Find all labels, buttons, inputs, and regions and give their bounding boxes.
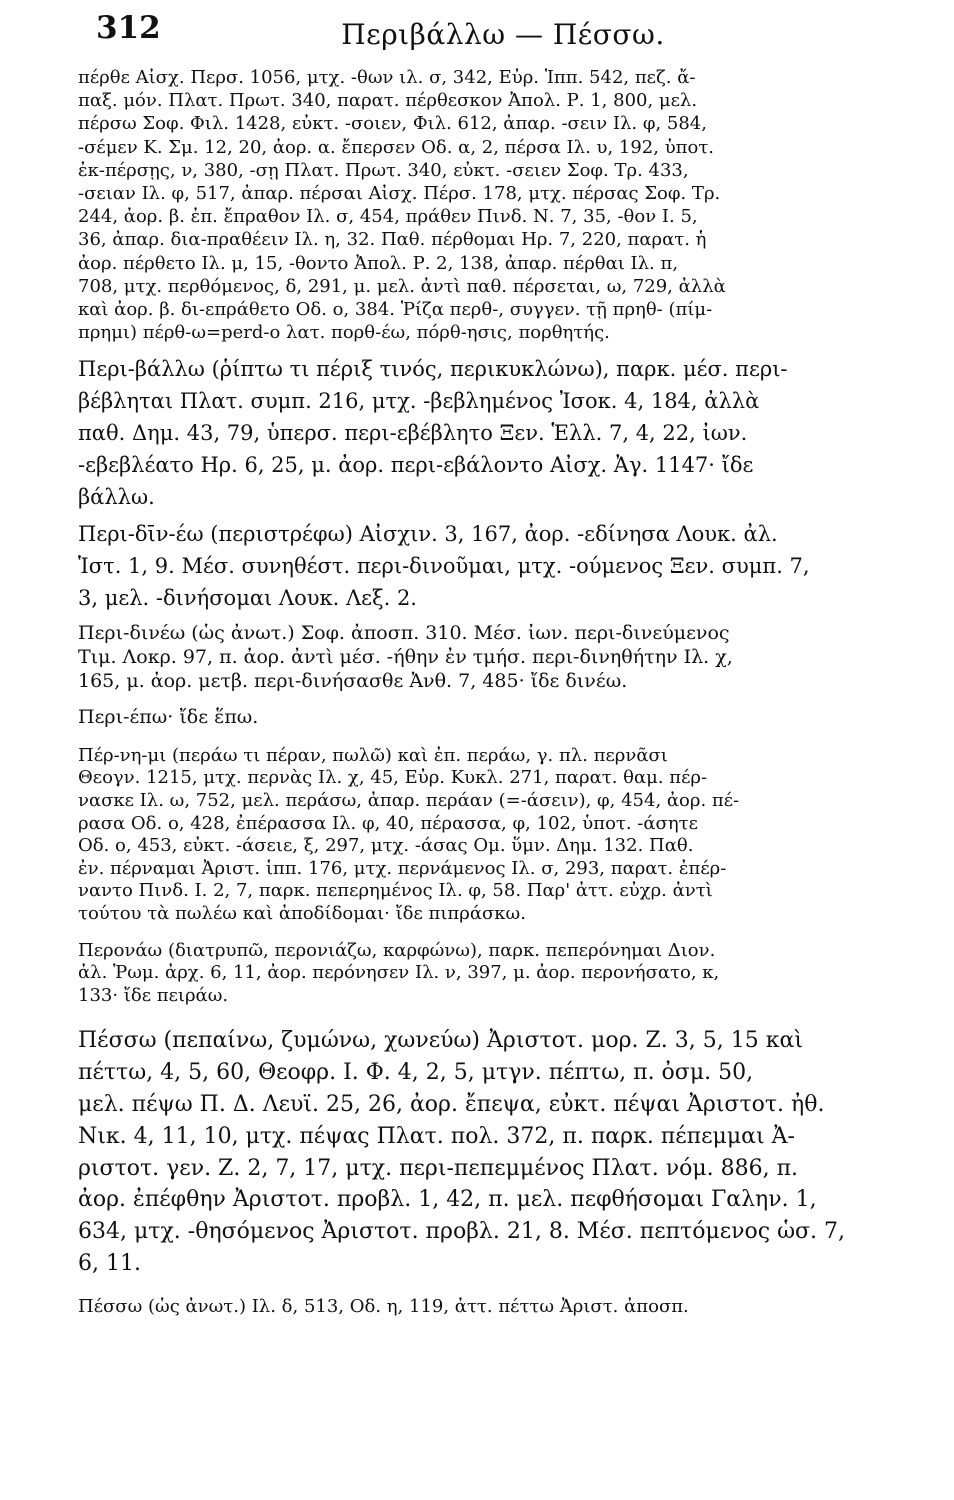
page-header bbox=[78, 0, 868, 80]
entry-line: ρασα Οδ. ο, 428, ἐπέρασσα Ιλ. φ, 40, πέρασσα, φ, 102, ὑποτ. -άσητε bbox=[78, 812, 698, 834]
entry-line: παθ. Δημ. 43, 79, ὑπερσ. περι-εβέβλητο Ξεν. Ἑλλ. 7, 4, 22, ἰων. bbox=[78, 421, 748, 446]
entry-line: Νικ. 4, 11, 10, μτχ. πέψας Πλατ. πολ. 372, π. παρκ. πέπεμμαι Ἀ- bbox=[78, 1123, 795, 1149]
entry-headword-line: Περι-δῑν-έω (περιστρέφω) Αἰσχιν. 3, 167, ἀορ. -εδίνησα Λουκ. ἀλ. bbox=[78, 522, 778, 547]
entry-line: καὶ ἀορ. β. δι-επράθετο Οδ. ο, 384. Ῥίζα περθ-, συγγεν. τῇ πρηθ- (πίμ- bbox=[78, 299, 713, 321]
entry-line: 6, 11. bbox=[78, 1250, 141, 1276]
entry-peribállō bbox=[78, 354, 868, 513]
entry-line: τούτου τὰ πωλέω καὶ ἀποδίδομαι· ἴδε πιπράσκω. bbox=[78, 902, 526, 924]
entry-line: Ἱστ. 1, 9. Μέσ. συνηθέστ. περι-δινοῦμαι, μτχ. -ούμενος Ξεν. συμπ. 7, bbox=[78, 554, 810, 579]
entry-headword-line: Πέσσω (ὡς ἀνωτ.) Ιλ. δ, 513, Οδ. η, 119, ἀττ. πέττω Ἀριστ. ἀποσπ. bbox=[78, 1295, 689, 1317]
entry-line: βάλλω. bbox=[78, 484, 155, 509]
entry-line: 708, μτχ. περθόμενος, δ, 291, μ. μελ. ἀντὶ παθ. πέρσεται, ω, 729, ἀλλὰ bbox=[78, 275, 726, 297]
entry-line: Θεογν. 1215, μτχ. περνὰς Ιλ. χ, 45, Εὐρ. Κυκλ. 271, παρατ. θαμ. πέρ- bbox=[78, 767, 708, 789]
entry-line: 133· ἴδε πειράω. bbox=[78, 984, 229, 1006]
entry-line: Τιμ. Λοκρ. 97, π. ἀορ. ἀντὶ μέσ. -ήθην ἐν τμήσ. περι-δινηθήτην Ιλ. χ, bbox=[78, 645, 733, 668]
entry-perthw-continuation bbox=[78, 66, 868, 344]
entry-line: 165, μ. ἀορ. μετβ. περι-δινήσασθε Ἀνθ. 7, 485· ἴδε δινέω. bbox=[78, 669, 628, 692]
entry-line: πρημι) πέρθ-ω=perd-o λατ. πορθ-έω, πόρθ-ησις, πορθητής. bbox=[78, 322, 610, 344]
entry-line: Οδ. ο, 453, εὐκτ. -άσειε, ξ, 297, μτχ. -άσας Ομ. ὕμν. Δημ. 132. Παθ. bbox=[78, 835, 694, 857]
entry-peridineo bbox=[78, 519, 868, 614]
entry-line: ἀορ. πέρθετο Ιλ. μ, 15, -θοντο Ἀπολ. Ρ. 2, 138, ἀπαρ. πέρθαι Ιλ. π, bbox=[78, 252, 679, 274]
entry-line: πέρσω Σοφ. Φιλ. 1428, εὐκτ. -σοιεν, Φιλ. 612, ἀπαρ. -σειν Ιλ. φ, 584, bbox=[78, 113, 707, 135]
entry-line: 36, ἀπαρ. δια-πραθέειν Ιλ. η, 32. Παθ. πέρθομαι Ηρ. 7, 220, παρατ. ἡ bbox=[78, 229, 707, 251]
entry-headword-line: Πέσσω (πεπαίνω, ζυμώνω, χωνεύω) Ἀριστοτ. μορ. Ζ. 3, 5, 15 καὶ bbox=[78, 1028, 803, 1054]
entry-peronao bbox=[78, 940, 868, 1008]
entry-line: -εβεβλέατο Ηρ. 6, 25, μ. ἀορ. περι-εβάλοντο Αἰσχ. Ἀγ. 1147· ἴδε bbox=[78, 452, 754, 477]
entry-headword-line: Περονάω (διατρυπῶ, περονιάζω, καρφώνω), παρκ. πεπερόνημαι Διον. bbox=[78, 939, 716, 961]
entry-line: -σέμεν Κ. Σμ. 12, 20, ἀορ. α. ἔπερσεν Οδ. α, 2, πέρσα Ιλ. υ, 192, ὑποτ. bbox=[78, 136, 714, 158]
entry-line: μελ. πέψω Π. Δ. Λευϊ. 25, 26, ἀορ. ἔπεψα, εὐκτ. πέψαι Ἀριστοτ. ἠθ. bbox=[78, 1091, 825, 1117]
entry-line: βέβληται Πλατ. συμπ. 216, μτχ. -βεβλημένος Ἰσοκ. 4, 184, ἀλλὰ bbox=[78, 389, 760, 414]
entry-line: 244, ἀορ. β. ἐπ. ἔπραθον Ιλ. σ, 454, πράθεν Πινδ. Ν. 7, 35, -θον Ι. 5, bbox=[78, 206, 698, 228]
page-number: 312 bbox=[96, 10, 161, 46]
entry-line: πέρθε Αἰσχ. Περσ. 1056, μτχ. -θων ιλ. σ, 342, Εὐρ. Ἱππ. 542, πεζ. ἄ- bbox=[78, 67, 696, 88]
entry-line: ναντο Πινδ. Ι. 2, 7, παρκ. πεπερημένος Ιλ. φ, 58. Παρ' ἀττ. εὐχρ. ἀντὶ bbox=[78, 880, 713, 902]
entry-line: 3, μελ. -δινήσομαι Λουκ. Λεξ. 2. bbox=[78, 586, 417, 611]
entry-line: 634, μτχ. -θησόμενος Ἀριστοτ. προβλ. 21, 8. Μέσ. πεπτόμενος ὡσ. 7, bbox=[78, 1219, 846, 1245]
entry-periepo bbox=[78, 705, 868, 729]
entry-headword-line: Περι-βάλλω (ῥίπτω τι πέριξ τινός, περικυκλώνω), παρκ. μέσ. περι- bbox=[78, 357, 788, 382]
entry-line: νασκε Ιλ. ω, 752, μελ. περάσω, ἀπαρ. περάαν (=-άσειν), φ, 454, ἀορ. πέ- bbox=[78, 790, 740, 811]
running-title: Περιβάλλω — Πέσσω. bbox=[341, 18, 665, 51]
entry-line: παξ. μόν. Πλατ. Πρωτ. 340, παρατ. πέρθεσκον Ἀπολ. Ρ. 1, 800, μελ. bbox=[78, 90, 698, 112]
entry-line: ἐκ-πέρσῃς, ν, 380, -σῃ Πλατ. Πρωτ. 340, εὐκτ. -σειεν Σοφ. Τρ. 433, bbox=[78, 159, 689, 181]
entry-pesso bbox=[78, 1025, 868, 1279]
entry-pernemi bbox=[78, 745, 868, 926]
entry-headword-line: Πέρ-νη-μι (περάω τι πέραν, πωλῶ) καὶ ἐπ. περάω, γ. πλ. περνᾶσι bbox=[78, 744, 668, 766]
entry-line: ριστοτ. γεν. Ζ. 2, 7, 17, μτχ. περι-πεπεμμένος Πλατ. νόμ. 886, π. bbox=[78, 1155, 799, 1181]
entry-headword-line: Περι-δινέω (ὡς ἀνωτ.) Σοφ. ἀποσπ. 310. Μέσ. ἰων. περι-δινεύμενος bbox=[78, 621, 730, 644]
entry-pesso-sub bbox=[78, 1296, 868, 1319]
entry-line: ἀλ. Ῥωμ. ἀρχ. 6, 11, ἀορ. περόνησεν Ιλ. ν, 397, μ. ἀορ. περονήσατο, κ, bbox=[78, 962, 720, 984]
entry-line: ἀορ. ἐπέφθην Ἀριστοτ. προβλ. 1, 42, π. μελ. πεφθήσομαι Γαλην. 1, bbox=[78, 1187, 817, 1213]
entry-line: ἐν. πέρναμαι Ἀριστ. ἱππ. 176, μτχ. περνάμενος Ιλ. σ, 293, παρατ. ἐπέρ- bbox=[78, 857, 727, 879]
entry-headword-line: Περι-έπω· ἴδε ἕπω. bbox=[78, 705, 259, 728]
entry-line: -σειαν Ιλ. φ, 517, ἀπαρ. πέρσαι Αἰσχ. Πέρσ. 178, μτχ. πέρσας Σοφ. Τρ. bbox=[78, 183, 721, 205]
entry-line: πέττω, 4, 5, 60, Θεοφρ. Ι. Φ. 4, 2, 5, μτγν. πέπτω, π. ὀσμ. 50, bbox=[78, 1060, 754, 1086]
entry-peridineo-sub bbox=[78, 621, 868, 693]
